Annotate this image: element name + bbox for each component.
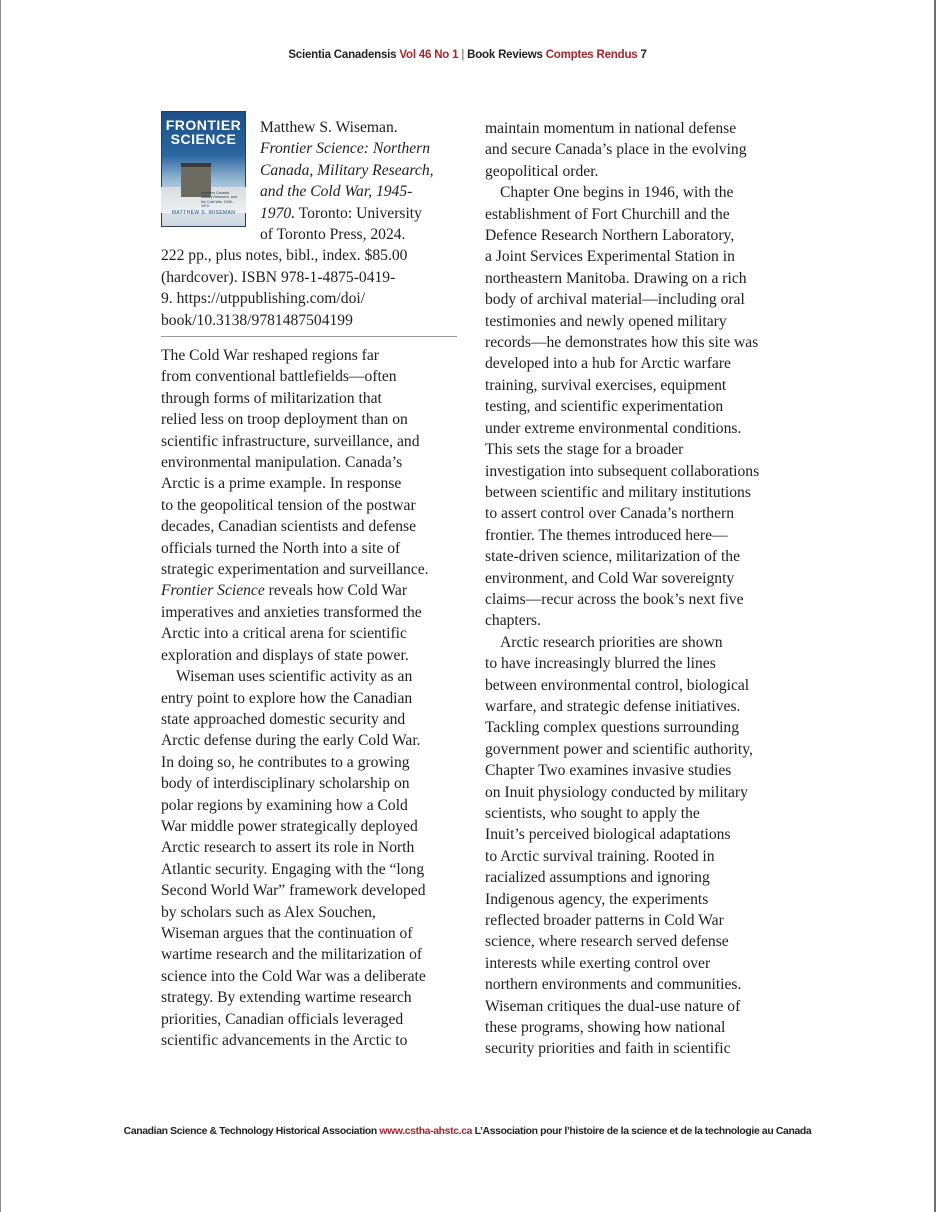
right-body-line: chapters. bbox=[485, 612, 541, 630]
citation-line: and the Cold War, 1945- bbox=[260, 183, 413, 201]
left-body-line: by scholars such as Alex Souchen, bbox=[161, 903, 376, 921]
left-body-line: state approached domestic security and bbox=[161, 710, 406, 728]
right-body-line: Chapter One begins in 1946, with the bbox=[500, 184, 734, 202]
review-body-left bbox=[161, 345, 461, 1051]
citation-text: Toronto: University bbox=[295, 204, 422, 222]
left-body-line: officials turned the North into a site of bbox=[161, 539, 401, 557]
page-number: 7 bbox=[640, 49, 647, 61]
footer-url-link[interactable]: www.cstha-ahstc.ca bbox=[379, 1126, 473, 1137]
cover-author: MATTHEW S. WISEMAN bbox=[171, 209, 236, 216]
book-citation-block bbox=[161, 117, 461, 338]
right-body-line: under extreme environmental conditions. bbox=[485, 419, 742, 437]
right-body-line: on Inuit physiology conducted by military bbox=[485, 783, 748, 801]
right-body-line: to assert control over Canada’s northern bbox=[485, 505, 734, 523]
right-body-line: between environmental control, biological bbox=[485, 676, 750, 694]
right-body-line: frontier. The themes introduced here— bbox=[485, 526, 728, 544]
left-body-line: relied less on troop deployment than on bbox=[161, 411, 408, 429]
citation-italic: 1970. bbox=[260, 204, 296, 222]
right-body-line: body of archival material—including oral bbox=[485, 291, 745, 309]
right-body-line: maintain momentum in national defense bbox=[485, 120, 737, 137]
right-body-line: Inuit’s perceived biological adaptations bbox=[485, 826, 731, 844]
citation-line: Frontier Science: Northern bbox=[260, 140, 431, 158]
right-body-line: northern environments and communities. bbox=[485, 976, 742, 994]
left-body-line: strategic experimentation and surveillance. bbox=[161, 561, 429, 579]
left-body-line bbox=[161, 580, 461, 601]
left-body-line: Wiseman uses scientific activity as an bbox=[176, 668, 413, 686]
section-french: Comptes Rendus bbox=[545, 49, 638, 61]
right-body-line: environment, and Cold War sovereignty bbox=[485, 569, 735, 587]
right-body-line: warfare, and strategic defense initiatives. bbox=[485, 697, 741, 715]
left-body-line: to the geopolitical tension of the postwar bbox=[161, 496, 416, 514]
citation-line: of Toronto Press, 2024. bbox=[260, 226, 406, 244]
section-english: Book Reviews bbox=[467, 49, 543, 61]
right-body-line: to Arctic survival training. Rooted in bbox=[485, 847, 715, 865]
right-body-line: a Joint Services Experimental Station in bbox=[485, 248, 735, 266]
left-body-line: environmental manipulation. Canada’s bbox=[161, 454, 403, 472]
citation-line: 222 pp., plus notes, bibl., index. $85.00 bbox=[161, 247, 408, 265]
right-body-line: interests while exerting control over bbox=[485, 954, 711, 972]
right-body-line: Indigenous agency, the experiments bbox=[485, 890, 709, 908]
left-body-line: through forms of militarization that bbox=[161, 389, 382, 407]
right-body-line: to have increasingly blurred the lines bbox=[485, 655, 716, 673]
left-body-line: Arctic defense during the early Cold War. bbox=[161, 732, 421, 750]
citation-line: 9. https://utppublishing.com/doi/ bbox=[161, 290, 366, 308]
right-body-line: developed into a hub for Arctic warfare bbox=[485, 355, 731, 373]
left-body-line: exploration and displays of state power. bbox=[161, 646, 409, 664]
issue-label: Vol 46 No 1 bbox=[399, 49, 459, 61]
left-body-line: decades, Canadian scientists and defense bbox=[161, 518, 417, 536]
right-body-line: This sets the stage for a broader bbox=[485, 441, 684, 459]
citation-line: book/10.3138/9781487504199 bbox=[161, 311, 353, 329]
cover-title-line1: FRONTIER bbox=[165, 117, 242, 133]
left-column bbox=[161, 117, 461, 1051]
left-body-line: strategy. By extending wartime research bbox=[161, 989, 412, 1007]
right-body-line: government power and scientific authority, bbox=[485, 740, 753, 758]
right-body-line: science, where research served defense bbox=[485, 933, 729, 951]
right-body-line: geopolitical order. bbox=[485, 162, 599, 180]
left-body-line: priorities, Canadian officials leveraged bbox=[161, 1010, 404, 1028]
left-body-line: Atlantic security. Engaging with the “long bbox=[161, 860, 425, 878]
left-body-line: The Cold War reshaped regions far bbox=[161, 347, 379, 364]
cover-subtitle: Northern Canada, Military Research, and the Cold War, 1945–1970 bbox=[201, 191, 237, 209]
right-column bbox=[485, 118, 785, 1060]
citation-line: Matthew S. Wiseman. bbox=[260, 119, 398, 136]
right-body-line: Chapter Two examines invasive studies bbox=[485, 762, 732, 780]
right-body-line: northeastern Manitoba. Drawing on a rich bbox=[485, 269, 747, 287]
right-body-line: reflected broader patterns in Cold War bbox=[485, 912, 724, 930]
right-body-line: Arctic research priorities are shown bbox=[500, 633, 723, 651]
review-body-right bbox=[485, 118, 785, 1060]
right-body-line: records—he demonstrates how this site was bbox=[485, 334, 759, 352]
right-body-line: Wiseman critiques the dual-use nature of bbox=[485, 997, 741, 1015]
footer-org-french: L’Association pour l’histoire de la science et de la technologie au Canada bbox=[474, 1126, 812, 1137]
right-body-line: security priorities and faith in scientific bbox=[485, 1040, 731, 1058]
line-text: reveals how Cold War bbox=[264, 582, 408, 600]
right-body-line: investigation into subsequent collaborations bbox=[485, 462, 760, 480]
citation-divider bbox=[161, 336, 457, 337]
left-body-line: wartime research and the militarization of bbox=[161, 946, 423, 964]
left-body-line: polar regions by examining how a Cold bbox=[161, 796, 408, 814]
right-body-line: Defence Research Northern Laboratory, bbox=[485, 227, 735, 245]
right-body-line: testing, and scientific experimentation bbox=[485, 398, 724, 416]
left-body-line: Arctic into a critical arena for scientific bbox=[161, 625, 407, 643]
right-body-line: claims—recur across the book’s next five bbox=[485, 590, 744, 608]
footer-org-english: Canadian Science & Technology Historical Association bbox=[123, 1126, 377, 1137]
right-body-line: and secure Canada’s place in the evolving bbox=[485, 141, 747, 159]
running-header bbox=[1, 49, 934, 61]
left-body-line: In doing so, he contributes to a growing bbox=[161, 753, 410, 771]
left-body-line: Arctic is a prime example. In response bbox=[161, 475, 402, 493]
right-body-line: testimonies and newly opened military bbox=[485, 312, 727, 330]
right-body-line: racialized assumptions and ignoring bbox=[485, 869, 710, 887]
right-body-line: training, survival exercises, equipment bbox=[485, 376, 727, 394]
right-body-line: Tackling complex questions surrounding bbox=[485, 719, 739, 737]
page-footer bbox=[1, 1126, 934, 1137]
cover-title-line2: SCIENCE bbox=[170, 131, 237, 147]
citation-line: Canada, Military Research, bbox=[260, 161, 434, 179]
header-separator: | bbox=[461, 49, 465, 61]
right-body-line: state-driven science, militarization of the bbox=[485, 548, 741, 566]
left-body-line: Wiseman argues that the continuation of bbox=[161, 924, 413, 942]
citation-line: (hardcover). ISBN 978-1-4875-0419- bbox=[161, 268, 396, 286]
book-cover-image bbox=[161, 111, 246, 227]
left-body-line: Arctic research to assert its role in North bbox=[161, 839, 415, 857]
left-body-line: from conventional battlefields—often bbox=[161, 368, 397, 386]
right-body-line: scientists, who sought to apply the bbox=[485, 805, 700, 822]
right-body-line: establishment of Fort Churchill and the bbox=[485, 205, 730, 223]
journal-name: Scientia Canadensis bbox=[288, 49, 397, 61]
left-body-line: scientific advancements in the Arctic to bbox=[161, 1032, 408, 1049]
left-body-line: War middle power strategically deployed bbox=[161, 817, 418, 835]
italic-title: Frontier Science bbox=[161, 582, 265, 600]
left-body-line: body of interdisciplinary scholarship on bbox=[161, 775, 410, 793]
left-body-line: imperatives and anxieties transformed the bbox=[161, 603, 422, 621]
left-body-line: Second World War” framework developed bbox=[161, 882, 426, 900]
left-body-line: scientific infrastructure, surveillance, and bbox=[161, 432, 420, 450]
left-body-line: entry point to explore how the Canadian bbox=[161, 689, 413, 707]
left-body-line: science into the Cold War was a deliberate bbox=[161, 967, 426, 985]
right-body-line: between scientific and military institutions bbox=[485, 483, 751, 501]
right-body-line: these programs, showing how national bbox=[485, 1019, 726, 1037]
